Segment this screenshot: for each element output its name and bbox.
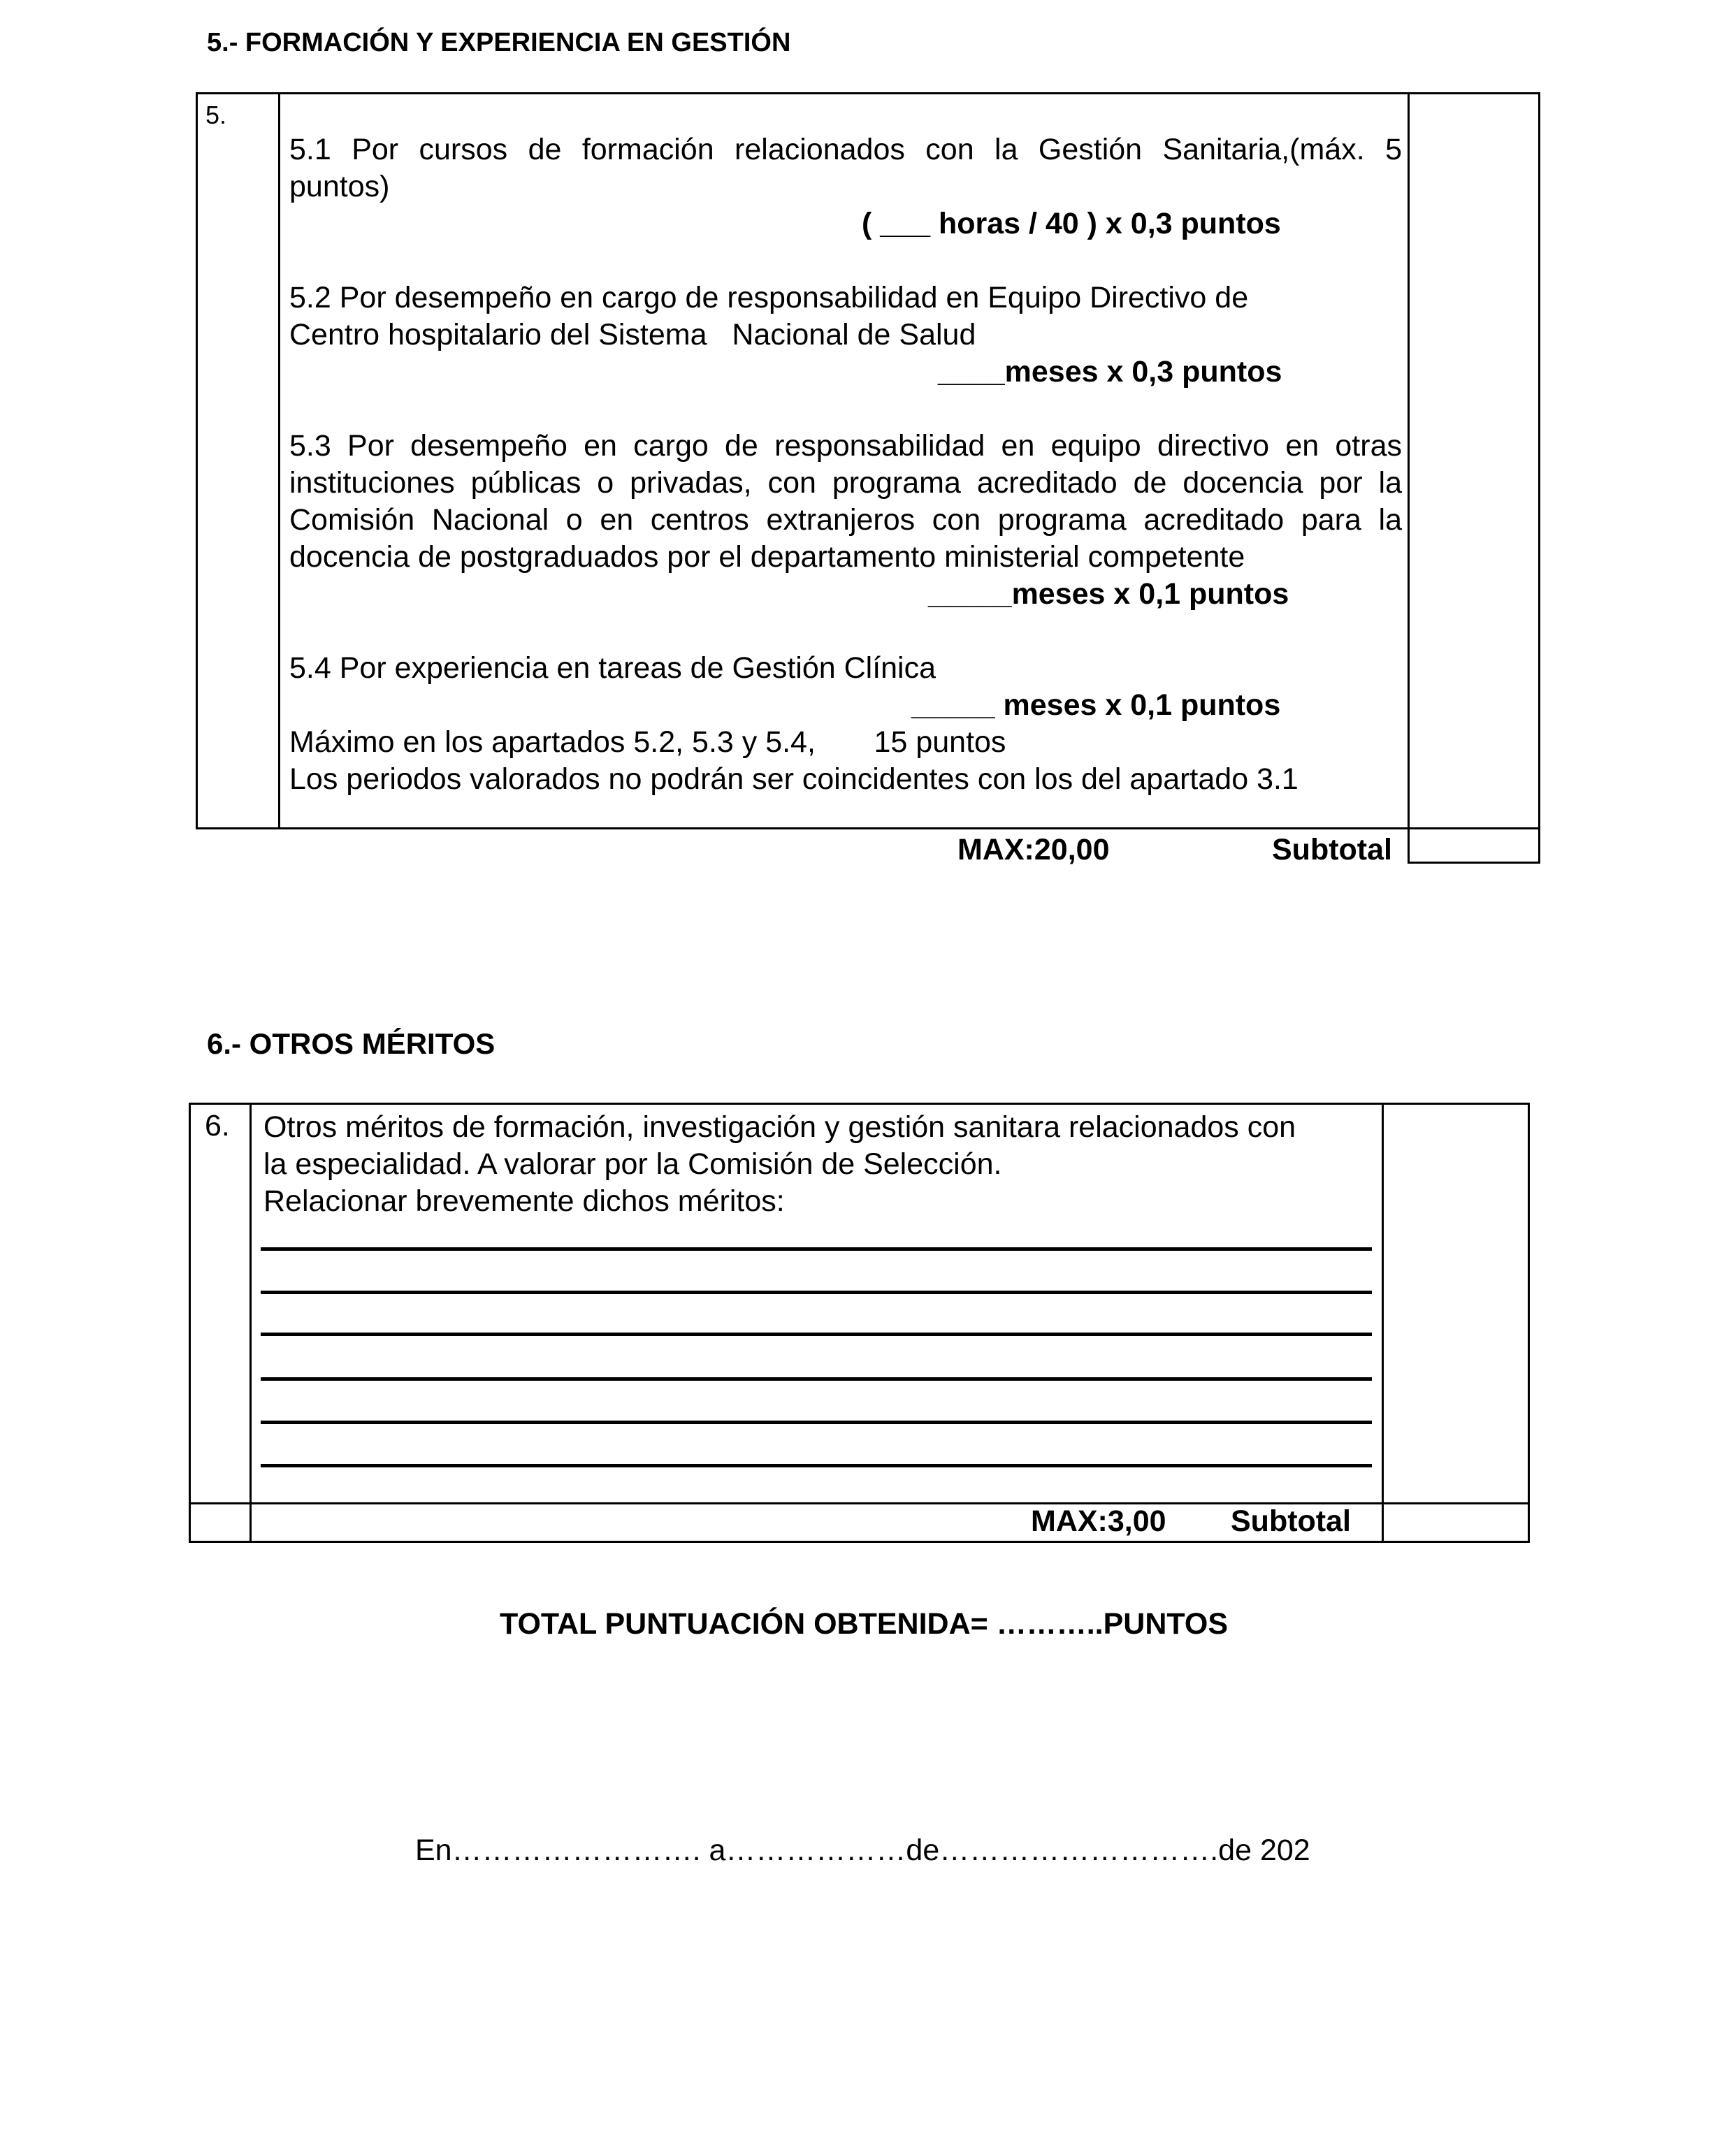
item-5-2-calc: ____meses x 0,3 puntos: [938, 355, 1282, 389]
merits-entry-line[interactable]: [261, 1333, 1372, 1336]
item-5-3-text-cont: instituciones públicas o privadas, con programa acreditado de docencia por la: [289, 466, 1402, 500]
merits-entry-line[interactable]: [261, 1247, 1372, 1251]
section-6-body: [263, 1109, 1375, 1220]
column-divider: [1382, 1105, 1384, 1541]
item-5-3-calc: _____meses x 0,1 puntos: [928, 577, 1289, 611]
item-5-2-text: 5.2 Por desempeño en cargo de responsabilidad en Equipo Directivo de: [289, 281, 1249, 314]
item-5-4-calc: _____ meses x 0,1 puntos: [911, 688, 1281, 722]
section-5-table: [196, 92, 1540, 864]
item-5-3-text-cont: docencia de postgraduados por el departamento ministerial competente: [289, 540, 1245, 574]
section-5-max: MAX:20,00: [957, 833, 1110, 866]
section-5-number: 5.: [205, 101, 227, 129]
section-6-max: MAX:3,00: [1031, 1504, 1166, 1538]
item-5-4-period-note: Los periodos valorados no podrán ser coincidentes con los del apartado 3.1: [289, 762, 1299, 796]
item-5-3-text: 5.3 Por desempeño en cargo de responsabilidad en equipo directivo en otras: [289, 429, 1402, 463]
total-score-text: TOTAL PUNTUACIÓN OBTENIDA= ………..PUNTOS: [499, 1607, 1228, 1641]
item-5-3-text-cont: Comisión Nacional o en centros extranjeros con programa acreditado para la: [289, 503, 1402, 537]
section-6-number: 6.: [205, 1109, 230, 1142]
section-6-text: Otros méritos de formación, investigación y gestión sanitara relacionados con: [263, 1110, 1296, 1144]
section-6-text-cont: la especialidad. A valorar por la Comisión de Selección.: [263, 1147, 1002, 1181]
section-6-subtotal-label: Subtotal: [1231, 1504, 1351, 1538]
column-divider: [278, 92, 280, 829]
merits-entry-line[interactable]: [261, 1291, 1372, 1294]
merits-entry-line[interactable]: [261, 1421, 1372, 1424]
column-divider: [249, 1105, 252, 1541]
section-5-title: 5.- FORMACIÓN Y EXPERIENCIA EN GESTIÓN: [207, 28, 791, 57]
place-date-line: En……………………. a………………de……………………….de 202: [415, 1834, 1310, 1867]
item-5-4-max-note: Máximo en los apartados 5.2, 5.3 y 5.4, 15 puntos: [289, 725, 1006, 759]
item-5-1-calc: ( ___ horas / 40 ) x 0,3 puntos: [862, 207, 1281, 240]
merits-entry-line[interactable]: [261, 1377, 1372, 1381]
item-5-2-text-cont: Centro hospitalario del Sistema Nacional de Salud: [289, 318, 976, 351]
merits-entry-line[interactable]: [261, 1464, 1372, 1467]
item-5-1-text: 5.1 Por cursos de formación relacionados con la Gestión Sanitaria,(máx. 5: [289, 133, 1402, 166]
section-6-instruction: Relacionar brevemente dichos méritos:: [263, 1184, 785, 1218]
item-5-1-text-cont: puntos): [289, 170, 390, 203]
section-6-table: [189, 1103, 1530, 1543]
section-5-subtotal-box[interactable]: [1408, 827, 1540, 864]
column-divider: [1408, 92, 1410, 829]
section-5-subtotal-label: Subtotal: [1272, 833, 1392, 866]
total-score: [0, 1607, 1736, 1641]
section-5-body: [289, 131, 1402, 798]
item-5-4-text: 5.4 Por experiencia en tareas de Gestión Clínica: [289, 651, 936, 685]
section-6-title: 6.- OTROS MÉRITOS: [207, 1027, 496, 1060]
